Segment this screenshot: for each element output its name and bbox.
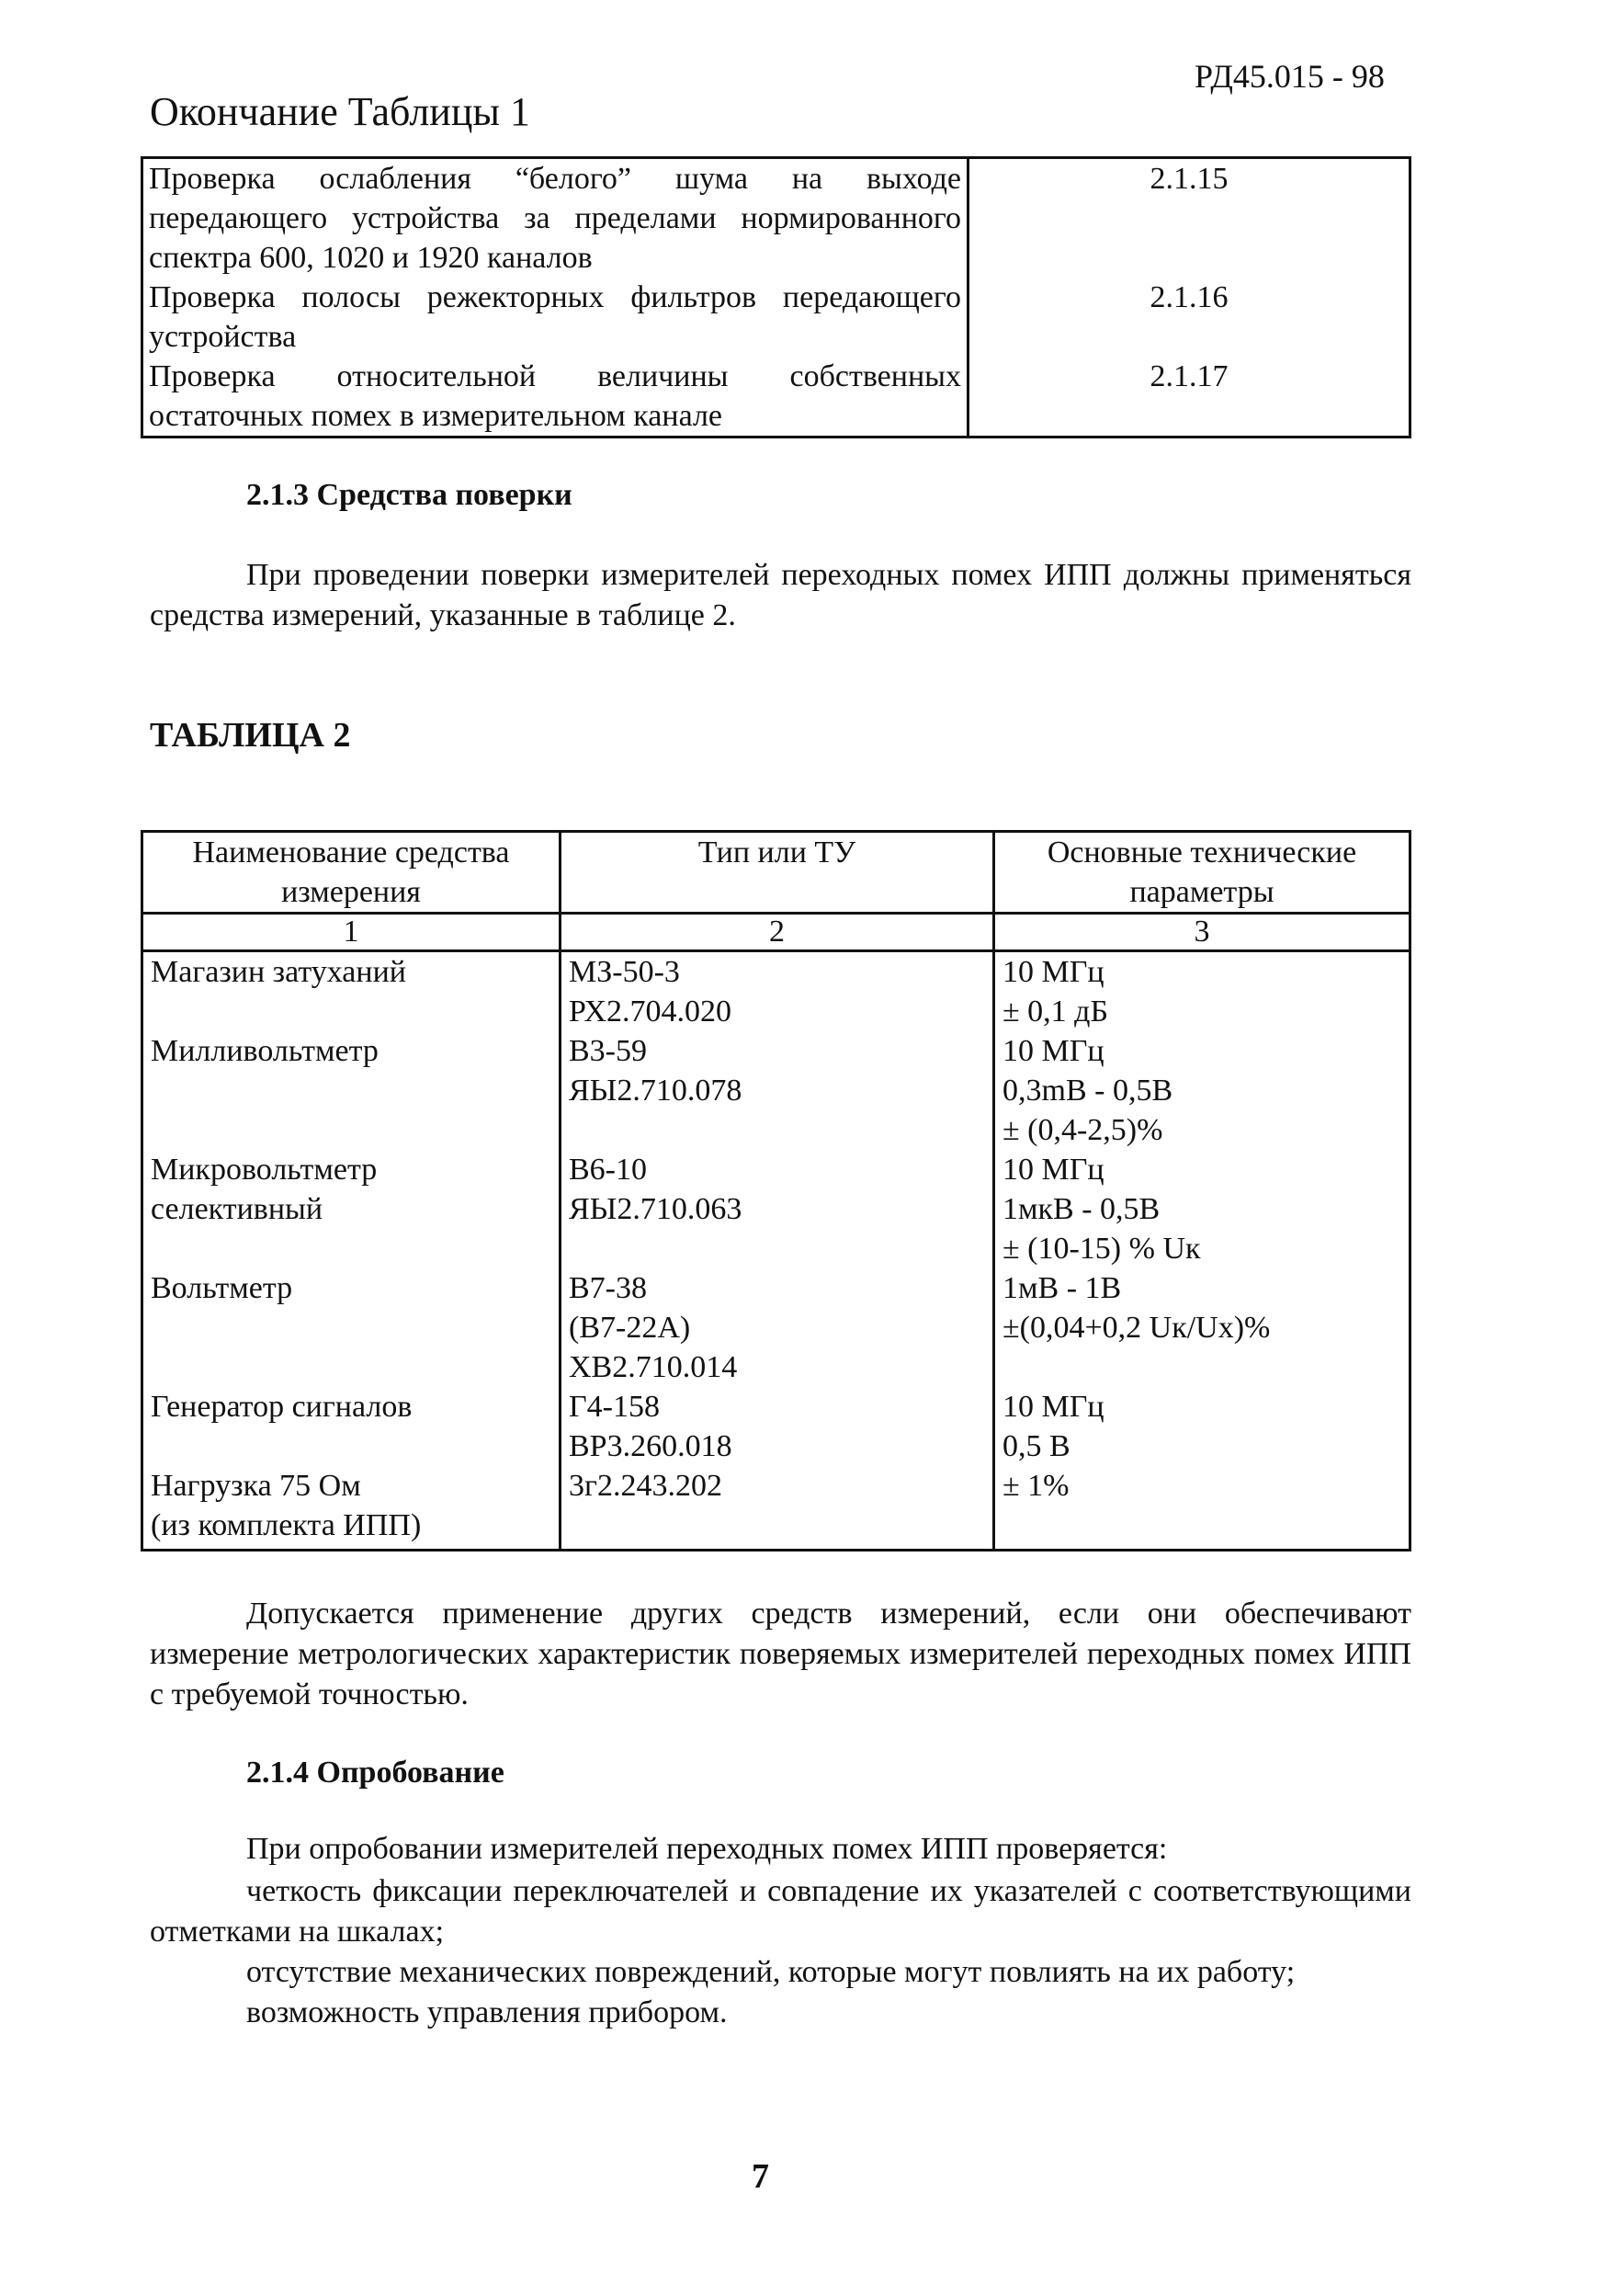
testing-intro-line: При опробовании измерителей переходных помех ИПП проверяется: [246, 1832, 1168, 1866]
instrument-parameter: ± 1% [1002, 1469, 1070, 1503]
instrument-parameter: ± (0,4-2,5)% [1002, 1113, 1163, 1147]
testing-item-control: возможность управления прибором. [246, 1995, 728, 2029]
instrument-parameter: 0,5 В [1002, 1429, 1070, 1463]
instrument-parameter: 0,3mВ - 0,5В [1002, 1074, 1173, 1108]
instrument-type: ЯЫ2.710.078 [569, 1074, 742, 1108]
instrument-name [151, 1308, 551, 1347]
instrument-type [569, 1229, 985, 1268]
instrument-name [151, 1110, 551, 1150]
instrument-name [151, 992, 551, 1031]
instrument-name: селективный [151, 1192, 323, 1226]
document-code: РД45.015 - 98 [1195, 58, 1385, 95]
alternative-instruments-text: Допускается применение других средств измерений, если они обеспечивают измерение метрологических характеристик поверяемых измерителей переходных помех ИПП с требуемой точностью. [150, 1597, 1411, 1711]
instrument-name: Вольтметр [151, 1271, 293, 1305]
instrument-name: (из комплекта ИПП) [151, 1508, 422, 1542]
instrument-type: ХВ2.710.014 [569, 1350, 738, 1384]
page-number: 7 [752, 2157, 769, 2196]
table-body-row [142, 951, 1410, 1551]
instrument-parameter: ± (10-15) % Uк [1002, 1232, 1201, 1266]
instrument-type: 3г2.243.202 [569, 1469, 722, 1503]
section-heading-2-1-3: 2.1.3 Средства поверки [246, 478, 572, 512]
instrument-type [569, 1110, 985, 1150]
instrument-parameter: 1мкВ - 0,5В [1002, 1192, 1161, 1226]
instrument-parameter: 10 МГц [1002, 955, 1104, 989]
check-description: Проверка полосы режекторных фильтров передающего устройства [142, 278, 968, 357]
clause-reference: 2.1.15 [1150, 162, 1229, 196]
instrument-name [151, 1071, 551, 1110]
instrument-type: МЗ-50-3 [569, 955, 680, 989]
column-number: 2 [561, 914, 994, 951]
instrument-parameter: ± 0,1 дБ [1002, 995, 1108, 1029]
instrument-parameter [1002, 1506, 1401, 1545]
column-number-row [142, 914, 1410, 951]
testing-item-switches: четкость фиксации переключателей и совпадение их указателей с соответствующими отметками на шкалах; [150, 1874, 1411, 1949]
instrument-type: ЯЫ2.710.063 [569, 1192, 742, 1226]
table-row [142, 278, 1410, 357]
table-row [142, 158, 1410, 278]
section-heading-2-1-4: 2.1.4 Опробование [246, 1756, 504, 1790]
instrument-names-column [142, 951, 561, 1551]
instrument-type: В6-10 [569, 1153, 647, 1187]
instrument-name [151, 1347, 551, 1387]
instrument-name: Генератор сигналов [151, 1390, 413, 1424]
instrument-type [569, 1506, 985, 1545]
column-number: 3 [994, 914, 1410, 951]
instrument-name [151, 1426, 551, 1466]
section-2-1-3-text: При проведении поверки измерителей переходных помех ИПП должны применяться средства измерений, указанные в таблице 2. [150, 558, 1411, 632]
instrument-name: Нагрузка 75 Ом [151, 1469, 361, 1503]
instrument-parameters-column [994, 951, 1410, 1551]
instrument-types-column [561, 951, 994, 1551]
instrument-name: Магазин затуханий [151, 955, 406, 989]
instrument-type: РХ2.704.020 [569, 995, 732, 1029]
table-2 [141, 830, 1411, 1552]
instrument-type: ВР3.260.018 [569, 1429, 732, 1463]
table-continuation-title: Окончание Таблицы 1 [150, 89, 530, 134]
instrument-type: (В7-22А) [569, 1311, 691, 1345]
table-2-title: ТАБЛИЦА 2 [150, 716, 351, 755]
table-header-row [142, 832, 1410, 914]
instrument-name: Милливольтметр [151, 1034, 379, 1068]
column-header-parameters: Основные технические параметры [994, 832, 1410, 914]
instrument-parameter: ±(0,04+0,2 Uк/Ux)% [1002, 1311, 1271, 1345]
instrument-parameter: 1мВ - 1В [1002, 1271, 1122, 1305]
clause-reference: 2.1.16 [1150, 280, 1229, 314]
instrument-type: Г4-158 [569, 1390, 660, 1424]
instrument-name: Микровольтметр [151, 1153, 378, 1187]
check-description: Проверка относительной величины собственных остаточных помех в измерительном канале [142, 357, 968, 438]
table-row [142, 357, 1410, 438]
instrument-parameter: 10 МГц [1002, 1034, 1104, 1068]
instrument-parameter [1002, 1347, 1401, 1387]
instrument-name [151, 1229, 551, 1268]
clause-reference: 2.1.17 [1150, 359, 1229, 393]
table-1-continuation [141, 156, 1411, 438]
instrument-parameter: 10 МГц [1002, 1153, 1104, 1187]
instrument-parameter: 10 МГц [1002, 1390, 1104, 1424]
column-header-name: Наименование средства измерения [142, 832, 561, 914]
instrument-type: В7-38 [569, 1271, 647, 1305]
column-header-type: Тип или ТУ [561, 832, 994, 914]
check-description: Проверка ослабления “белого” шума на выходе передающего устройства за пределами нормированного спектра 600, 1020 и 1920 каналов [142, 158, 968, 278]
column-number: 1 [142, 914, 561, 951]
instrument-type: В3-59 [569, 1034, 647, 1068]
testing-item-damage: отсутствие механических повреждений, которые могут повлиять на их работу; [246, 1955, 1296, 1989]
